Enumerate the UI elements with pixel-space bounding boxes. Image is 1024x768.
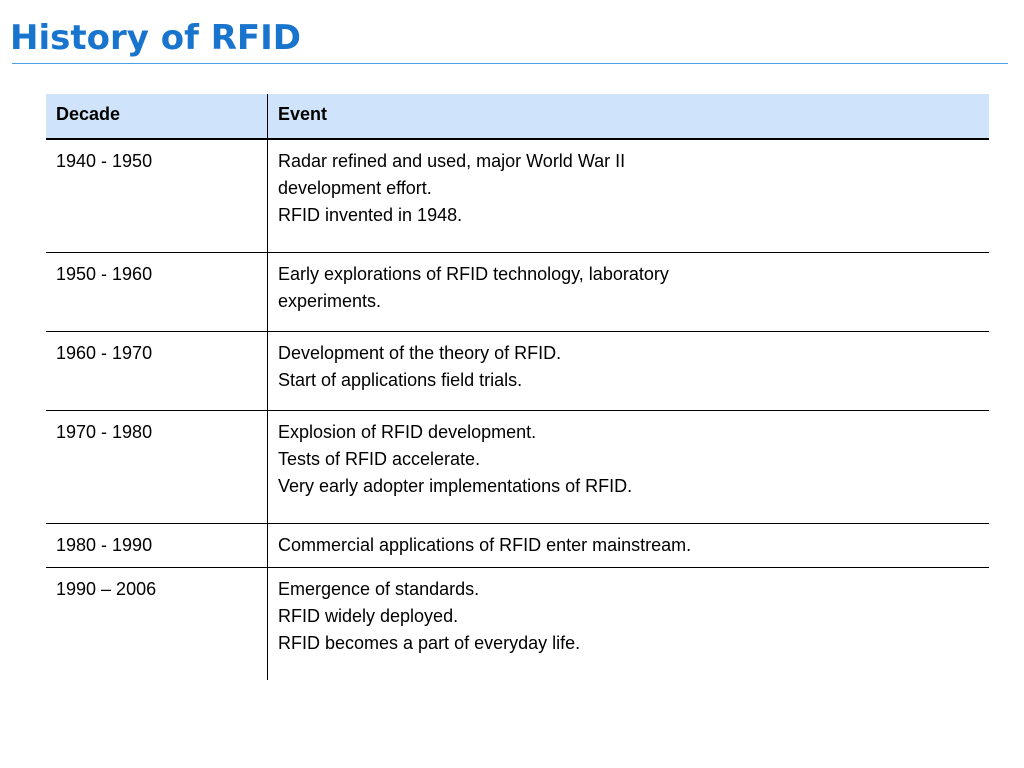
table-row: [46, 331, 989, 410]
event-cell: [268, 410, 990, 523]
table-row: [46, 523, 989, 567]
event-cell: [268, 523, 990, 567]
slide-title: History of RFID: [10, 18, 301, 58]
event-line: Very early adopter implementations of RFID.: [278, 475, 633, 496]
column-header-event: Event: [268, 94, 990, 139]
event-line: Radar refined and used, major World War II: [278, 151, 626, 171]
event-line: RFID becomes a part of everyday life.: [278, 632, 581, 653]
table-row: [46, 410, 989, 523]
event-line: Emergence of standards.: [278, 578, 480, 599]
decade-cell: 1950 - 1960: [46, 252, 268, 331]
event-cell: [268, 331, 990, 410]
event-line: Commercial applications of RFID enter mainstream.: [278, 534, 692, 555]
title-divider: [12, 63, 1008, 64]
table-body: [46, 139, 989, 680]
event-line: Tests of RFID accelerate.: [278, 448, 481, 469]
table-header: [46, 94, 989, 139]
event-line: experiments.: [278, 290, 382, 311]
event-cell: [268, 139, 990, 252]
header-row: [46, 94, 989, 139]
event-line: Development of the theory of RFID.: [278, 342, 562, 363]
table-row: [46, 139, 989, 252]
event-line: RFID invented in 1948.: [278, 205, 463, 225]
event-cell: [268, 567, 990, 680]
table-row: [46, 252, 989, 331]
decade-cell: 1980 - 1990: [46, 523, 268, 567]
table-row: [46, 567, 989, 680]
event-line: Start of applications field trials.: [278, 369, 523, 390]
event-cell: [268, 252, 990, 331]
event-line: development effort.: [278, 178, 432, 198]
decade-cell: 1940 - 1950: [46, 139, 268, 252]
decade-cell: 1960 - 1970: [46, 331, 268, 410]
history-table: [46, 94, 989, 680]
event-line: Early explorations of RFID technology, laboratory: [278, 263, 669, 284]
event-line: Explosion of RFID development.: [278, 421, 537, 442]
event-line: RFID widely deployed.: [278, 605, 459, 626]
decade-cell: 1970 - 1980: [46, 410, 268, 523]
decade-cell: 1990 – 2006: [46, 567, 268, 680]
column-header-decade: Decade: [46, 94, 268, 139]
